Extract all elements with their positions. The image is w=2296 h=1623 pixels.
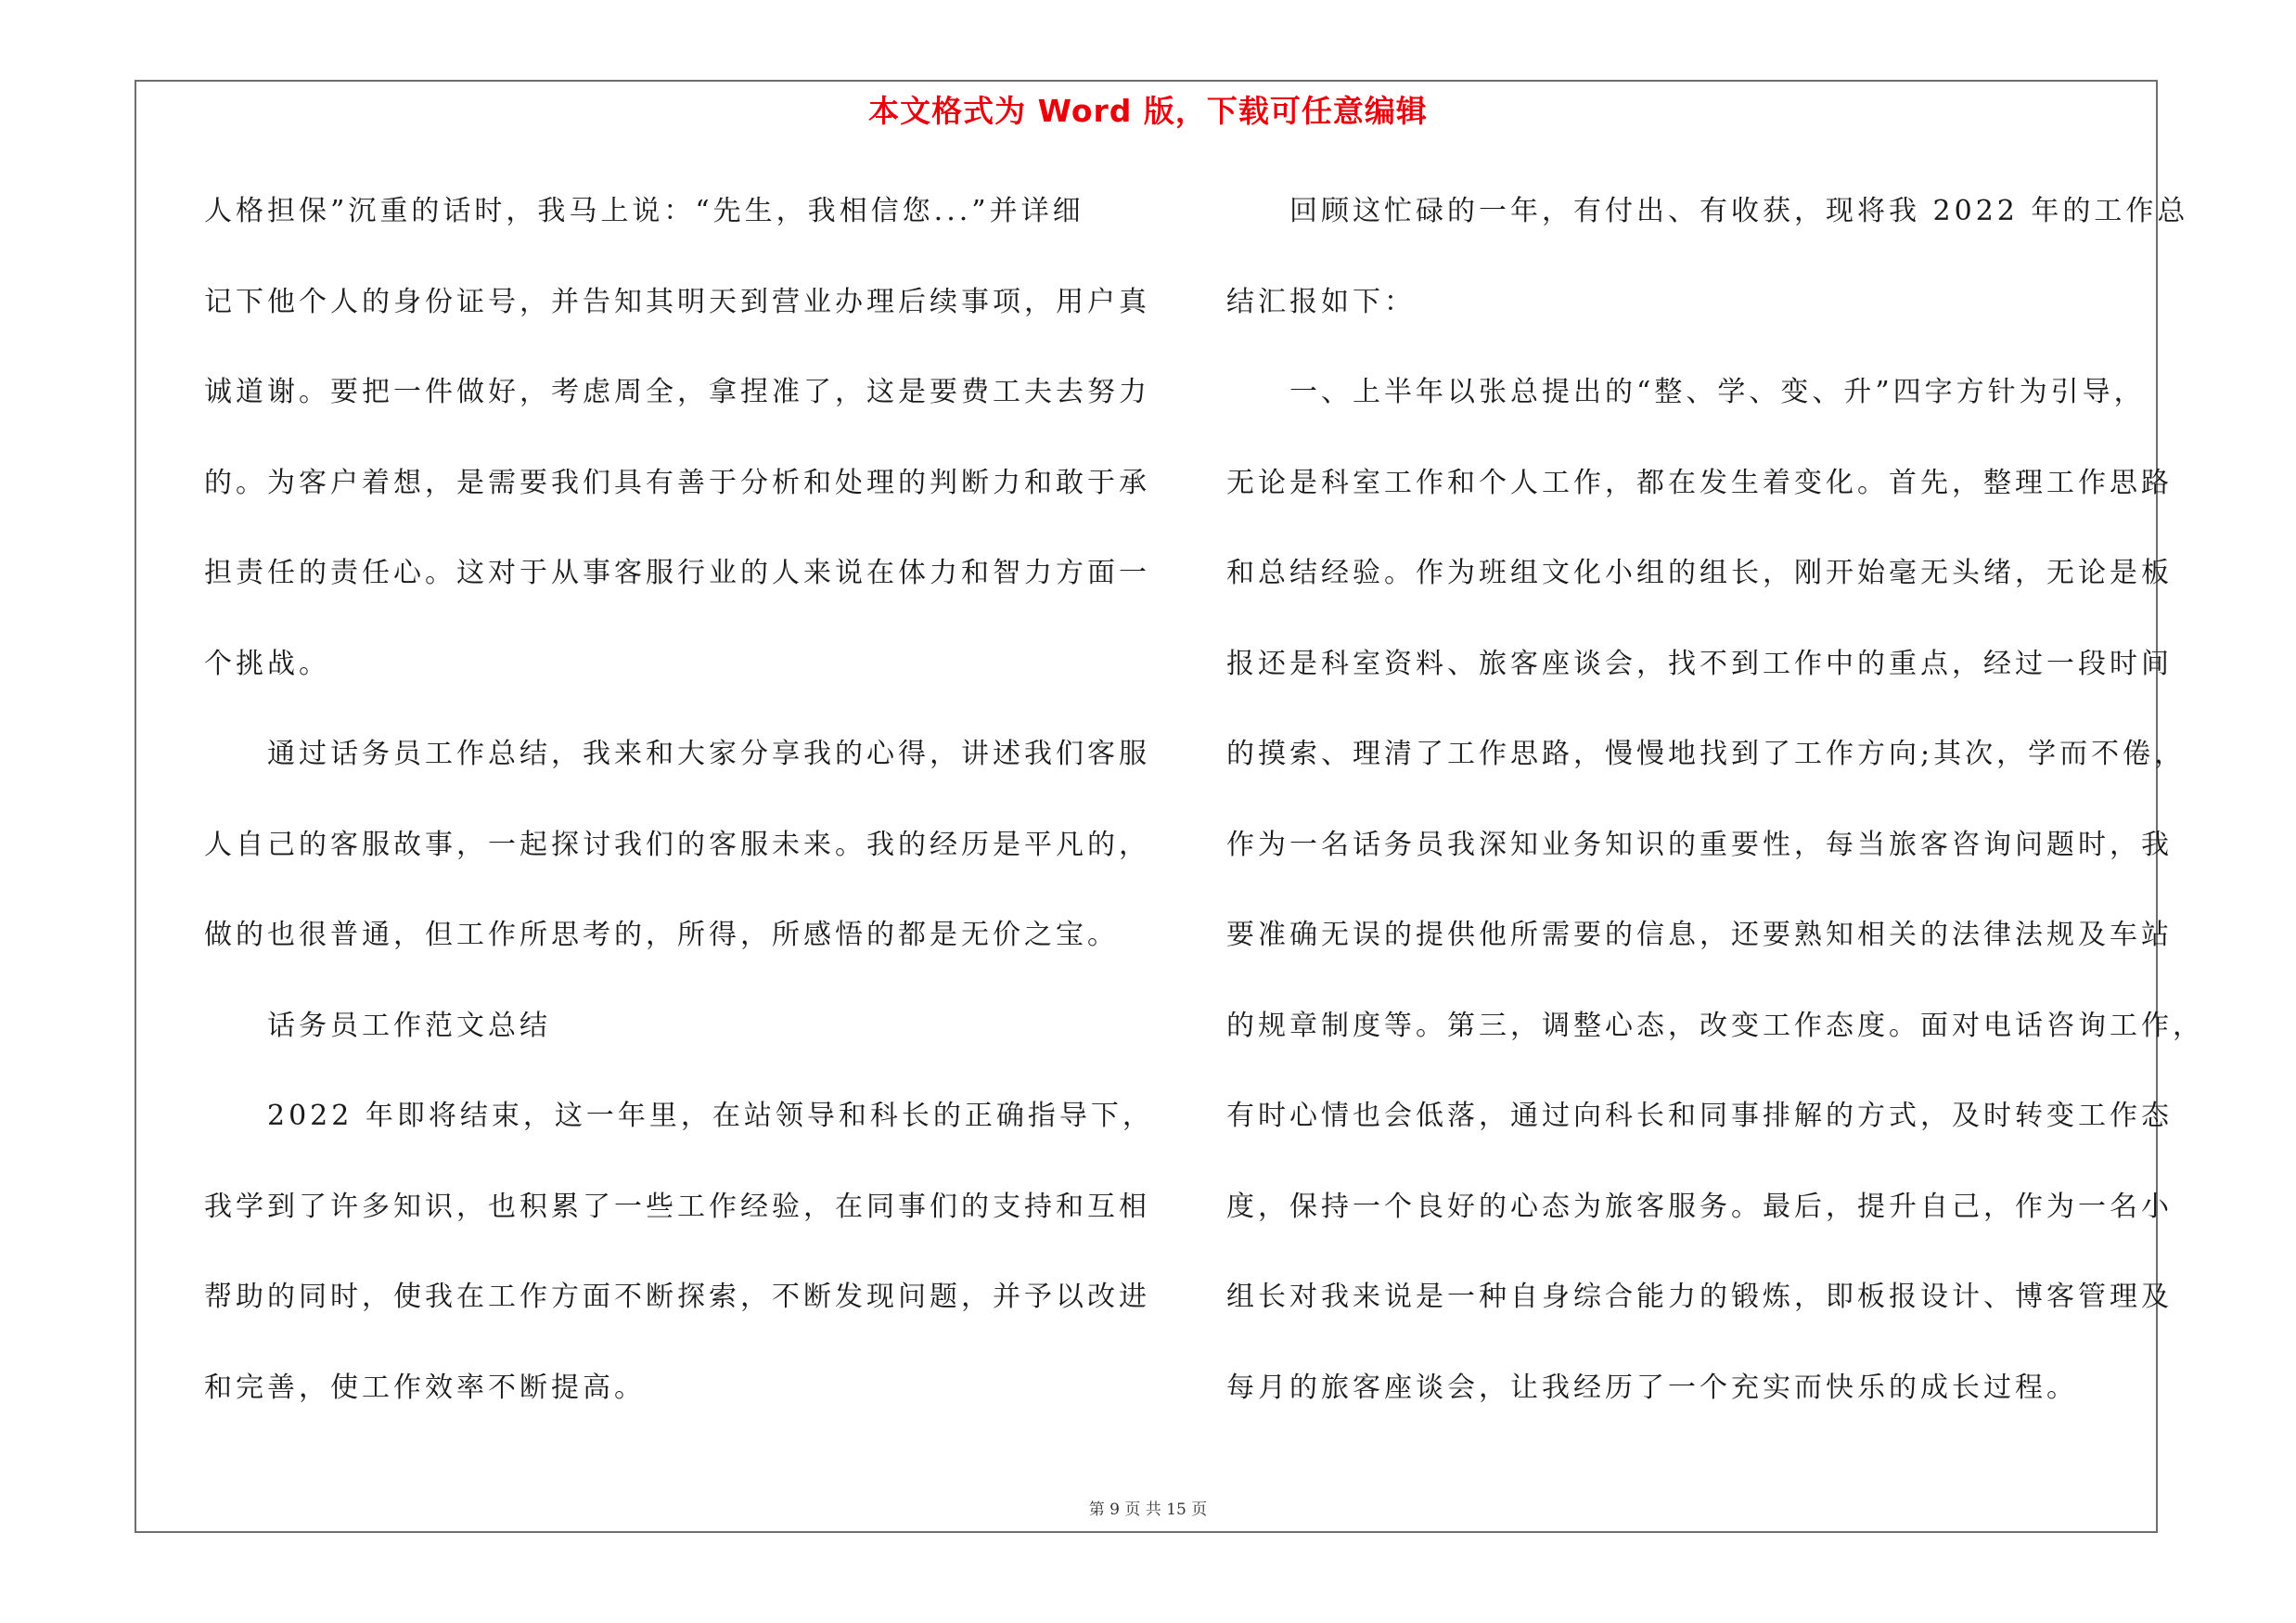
text-line: 的规章制度等。第三，调整心态，改变工作态度。面对电话咨询工作， bbox=[1226, 1009, 2204, 1042]
text-line: 诚道谢。要把一件做好，考虑周全，拿捏准了，这是要费工夫去努力 bbox=[204, 376, 1150, 408]
text-line: 回顾这忙碌的一年，有付出、有收获，现将我 2022 年的工作总 bbox=[1226, 195, 2189, 227]
text-line: 2022 年即将结束，这一年里，在站领导和科长的正确指导下， bbox=[204, 1100, 1154, 1132]
text-line: 每月的旅客座谈会，让我经历了一个充实而快乐的成长过程。 bbox=[1226, 1371, 2078, 1404]
text-line: 个挑战。 bbox=[204, 647, 330, 680]
text-line: 和总结经验。作为班组文化小组的组长，刚开始毫无头绪，无论是板 bbox=[1226, 557, 2173, 589]
text-line: 的。为客户着想，是需要我们具有善于分析和处理的判断力和敢于承 bbox=[204, 466, 1150, 499]
text-line: 记下他个人的身份证号，并告知其明天到营业办理后续事项，用户真 bbox=[204, 285, 1150, 318]
text-line: 度，保持一个良好的心态为旅客服务。最后，提升自己，作为一名小 bbox=[1226, 1190, 2173, 1223]
text-line: 组长对我来说是一种自身综合能力的锻炼，即板报设计、博客管理及 bbox=[1226, 1281, 2173, 1313]
text-line: 和完善，使工作效率不断提高。 bbox=[204, 1371, 646, 1404]
right-text-column bbox=[1226, 181, 2204, 1448]
text-line: 帮助的同时，使我在工作方面不断探索，不断发现问题，并予以改进 bbox=[204, 1281, 1150, 1313]
text-line: 通过话务员工作总结，我来和大家分享我的心得，讲述我们客服 bbox=[204, 738, 1150, 770]
text-line: 结汇报如下： bbox=[1226, 285, 1416, 318]
text-line: 担责任的责任心。这对于从事客服行业的人来说在体力和智力方面一 bbox=[204, 557, 1150, 589]
editable-format-banner: 本文格式为 Word 版，下载可任意编辑 bbox=[868, 93, 1428, 129]
text-line: 我学到了许多知识，也积累了一些工作经验，在同事们的支持和互相 bbox=[204, 1190, 1150, 1223]
page-number-footer: 第 9 页 共 15 页 bbox=[1088, 1501, 1208, 1519]
text-line: 人格担保”沉重的话时，我马上说：“先生，我相信您...”并详细 bbox=[204, 195, 1084, 227]
section-heading: 话务员工作范文总结 bbox=[204, 1009, 551, 1042]
text-line: 人自己的客服故事，一起探讨我们的客服未来。我的经历是平凡的， bbox=[204, 828, 1150, 861]
text-line: 要准确无误的提供他所需要的信息，还要熟知相关的法律法规及车站 bbox=[1226, 919, 2173, 951]
text-line: 报还是科室资料、旅客座谈会，找不到工作中的重点，经过一段时间 bbox=[1226, 647, 2173, 680]
text-line: 作为一名话务员我深知业务知识的重要性，每当旅客咨询问题时，我 bbox=[1226, 828, 2173, 861]
text-line: 有时心情也会低落，通过向科长和同事排解的方式，及时转变工作态 bbox=[1226, 1100, 2173, 1132]
text-line: 无论是科室工作和个人工作，都在发生着变化。首先，整理工作思路 bbox=[1226, 466, 2173, 499]
text-line: 做的也很普通，但工作所思考的，所得，所感悟的都是无价之宝。 bbox=[204, 919, 1119, 951]
left-text-column bbox=[204, 181, 1155, 1448]
text-line: 的摸索、理清了工作思路，慢慢地找到了工作方向;其次，学而不倦， bbox=[1226, 738, 2187, 770]
text-line: 一、上半年以张总提出的“整、学、变、升”四字方针为引导， bbox=[1226, 376, 2146, 408]
